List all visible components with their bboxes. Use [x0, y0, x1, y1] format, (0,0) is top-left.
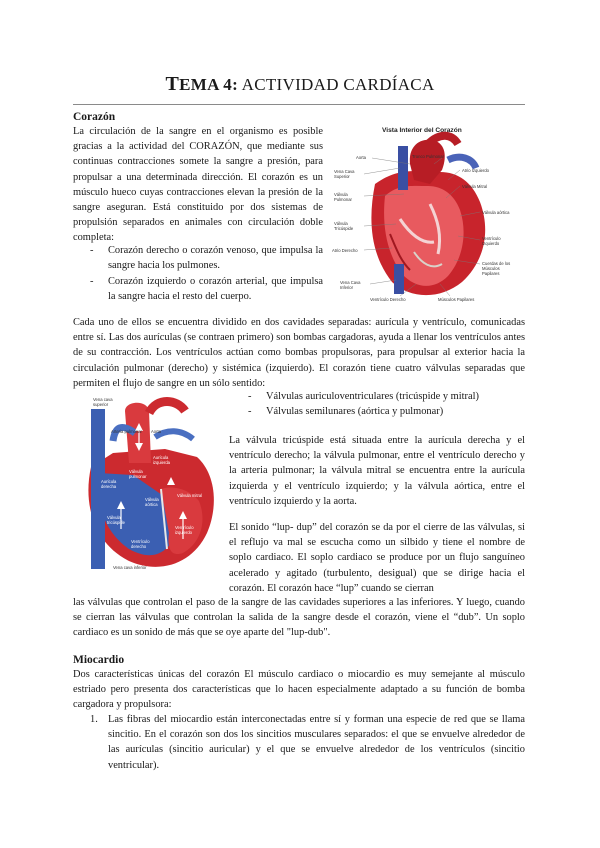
title-rest: ACTIVIDAD CARDÍACA: [241, 75, 435, 94]
item-text: Las fibras del miocardio están interconectadas entre sí y forman una especie de red que se llama sincitio. En el corazón son dos los sincitios musculares separados: el que se envuelve alrededor de las aurículas (sincitio auricular) y el que se envuelve alrededor de los ventrículos (sincitio ventricular).: [108, 714, 525, 771]
figure-title: Vista Interior del Corazón: [382, 127, 462, 134]
bullet-text: Corazón izquierdo o corazón arterial, que impulsa la sangre hacia el resto del cuerpo.: [108, 276, 323, 303]
label-musculos-papilares: Músculos Papilares: [438, 297, 475, 302]
label-tronco-pulmonar: Tronco Pulmonar: [412, 154, 444, 159]
diagram-label-valvula-mitral: Válvula mitral: [177, 493, 203, 498]
label-vena-cava-superior: Vena Cava Superior: [334, 169, 355, 179]
bullet-item: - Corazón izquierdo o corazón arterial, que impulsa la sangre hacia el resto del cuerpo.: [90, 274, 323, 305]
label-atrio-izquierdo: Atrio Izquierdo: [462, 168, 489, 173]
heart-diagram-figure: [73, 393, 221, 575]
miocardio-intro-paragraph: Dos características únicas del corazón El músculo cardiaco o miocardio es muy semejante al músculo estriado pero presenta dos características que lo hacen especialmente adaptado a su función de bomba cargadora y propulsora:: [73, 669, 525, 711]
diagram-label-valvula-tricuspide: Válvula tricúspide: [107, 515, 125, 525]
page-title: [0, 73, 600, 96]
diagram-label-ventriculo-derecho: Ventrículo derecho: [131, 539, 150, 549]
section-heading-corazon: Corazón: [73, 111, 116, 123]
valve-bullet: - Válvulas auriculoventriculares (tricúspide y mitral): [248, 389, 525, 405]
item-number: 1.: [90, 714, 98, 725]
label-vena-cava-inferior: Vena Cava Inferior: [340, 280, 361, 290]
section-heading-miocardio: Miocardio: [73, 654, 125, 666]
diagram-label-valvula-aortica: Válvula aórtica: [145, 497, 159, 507]
valve-bullet-text: Válvulas semilunares (aórtica y pulmonar): [266, 406, 444, 417]
diagram-label-ventriculo-izquierdo: Ventrículo izquierdo: [175, 525, 194, 535]
valve-bullet-text: Válvulas auriculoventriculares (tricúspide y mitral): [266, 391, 479, 402]
intro-paragraph: La circulación de la sangre en el organismo es posible gracias a la actividad del CORAZÓN, que mediante sus continuas contracciones somete la sangre a presión, para propulsar a una determinada dirección. El corazón es un músculo hueco cuyas contracciones elevan la presión de la sangre aseguran. Está constituido por dos sistemas de propulsión separados en animales con circulación doble completa:: [73, 126, 323, 244]
label-atrio-derecho: Atrio Derecho: [332, 248, 358, 253]
label-valvula-mitral: Válvula Mitral: [462, 184, 488, 189]
label-ventriculo-izquierdo: Ventrículo Izquierdo: [482, 236, 501, 246]
diagram-label-aorta: Aorta: [151, 429, 162, 434]
numbered-item: [90, 712, 525, 774]
label-valvula-pulmonar: Válvula Pulmonar: [334, 192, 352, 202]
valve-bullet: - Válvulas semilunares (aórtica y pulmonar): [248, 404, 525, 420]
heart-sound-continued-paragraph: las válvulas que controlan el paso de la sangre de las cavidades superiores a las inferiores. Y luego, cuando se cierran las válvulas que controlan la salida de la sangre desde el corazón, viene el “dub”. Un soplo cardiaco es un sonido de más que se oye aparte del "lup-dub".: [73, 597, 525, 639]
label-ventriculo-derecho: Ventrículo Derecho: [370, 297, 406, 302]
label-valvula-tricuspide: Válvula Tricúspide: [334, 221, 354, 231]
diagram-label-auricula-izquierda: Aurícula izquierda: [153, 455, 170, 465]
diagram-label-vena-cava-superior: Vena cava superior: [93, 397, 113, 407]
diagram-label-auricula-derecha: Aurícula derecha: [101, 479, 117, 489]
title-divider: [73, 104, 525, 105]
label-valvula-aortica: Válvula aórtica: [482, 210, 510, 215]
label-cuerdas: Cuerdas de los Músculos Papilares: [482, 261, 511, 276]
heart-interior-figure: [330, 124, 525, 306]
diagram-label-arteria-pulmonar: Arteria pulmonar: [111, 429, 142, 434]
cavities-paragraph: Cada uno de ellos se encuentra dividido en dos cavidades separadas: aurícula y ventrículo, comunicadas entre sí. Las dos aurículas (se contraen primero) son bombas cargadoras, ayuda a llenar los ventrículos antes de su contracción. Los ventrículos actúan como bombas propulsoras, para propulsar al exterior hacia la circulación pulmonar (derecho) y sistémica (izquierdo). El corazón tiene cuatro válvulas separadas que permiten el flujo de sangre en un sólo sentido:: [73, 317, 525, 389]
bullet-text: Corazón derecho o corazón venoso, que impulsa la sangre hacia los pulmones.: [108, 245, 323, 272]
bullet-item: - Corazón derecho o corazón venoso, que impulsa la sangre hacia los pulmones.: [90, 243, 323, 274]
heart-illustration: [330, 124, 525, 306]
label-aorta: Aorta: [356, 155, 367, 160]
diagram-label-valvula-pulmonar: Válvula pulmonar: [129, 469, 147, 479]
title-prefix: TEMA 4:: [165, 73, 239, 95]
heart-sound-paragraph: El sonido “lup- dup” del corazón se da por el cierre de las válvulas, si el reflujo va mal se escucha como un silbido y tiene el nombre de soplo cardiaco. El soplo cardiaco se produce por un flujo sanguíneo acelerado y agitado (turbulento, desigual) que se dirige hacia el corazón. El corazón hace “lup” cuando se cierran: [229, 522, 525, 594]
valves-description-paragraph: La válvula tricúspide está situada entre la aurícula derecha y el ventrículo derecho; la válvula pulmonar, entre el ventrículo derecho y la arteria pulmonar; la válvula mitral se encuentra entre la aurícula izquierda y el ventrículo izquierdo; y la válvula aórtica, entre el ventrículo izquierdo y la aorta.: [229, 435, 525, 507]
diagram-label-vena-cava-inferior: Vena cava inferior: [113, 565, 147, 570]
